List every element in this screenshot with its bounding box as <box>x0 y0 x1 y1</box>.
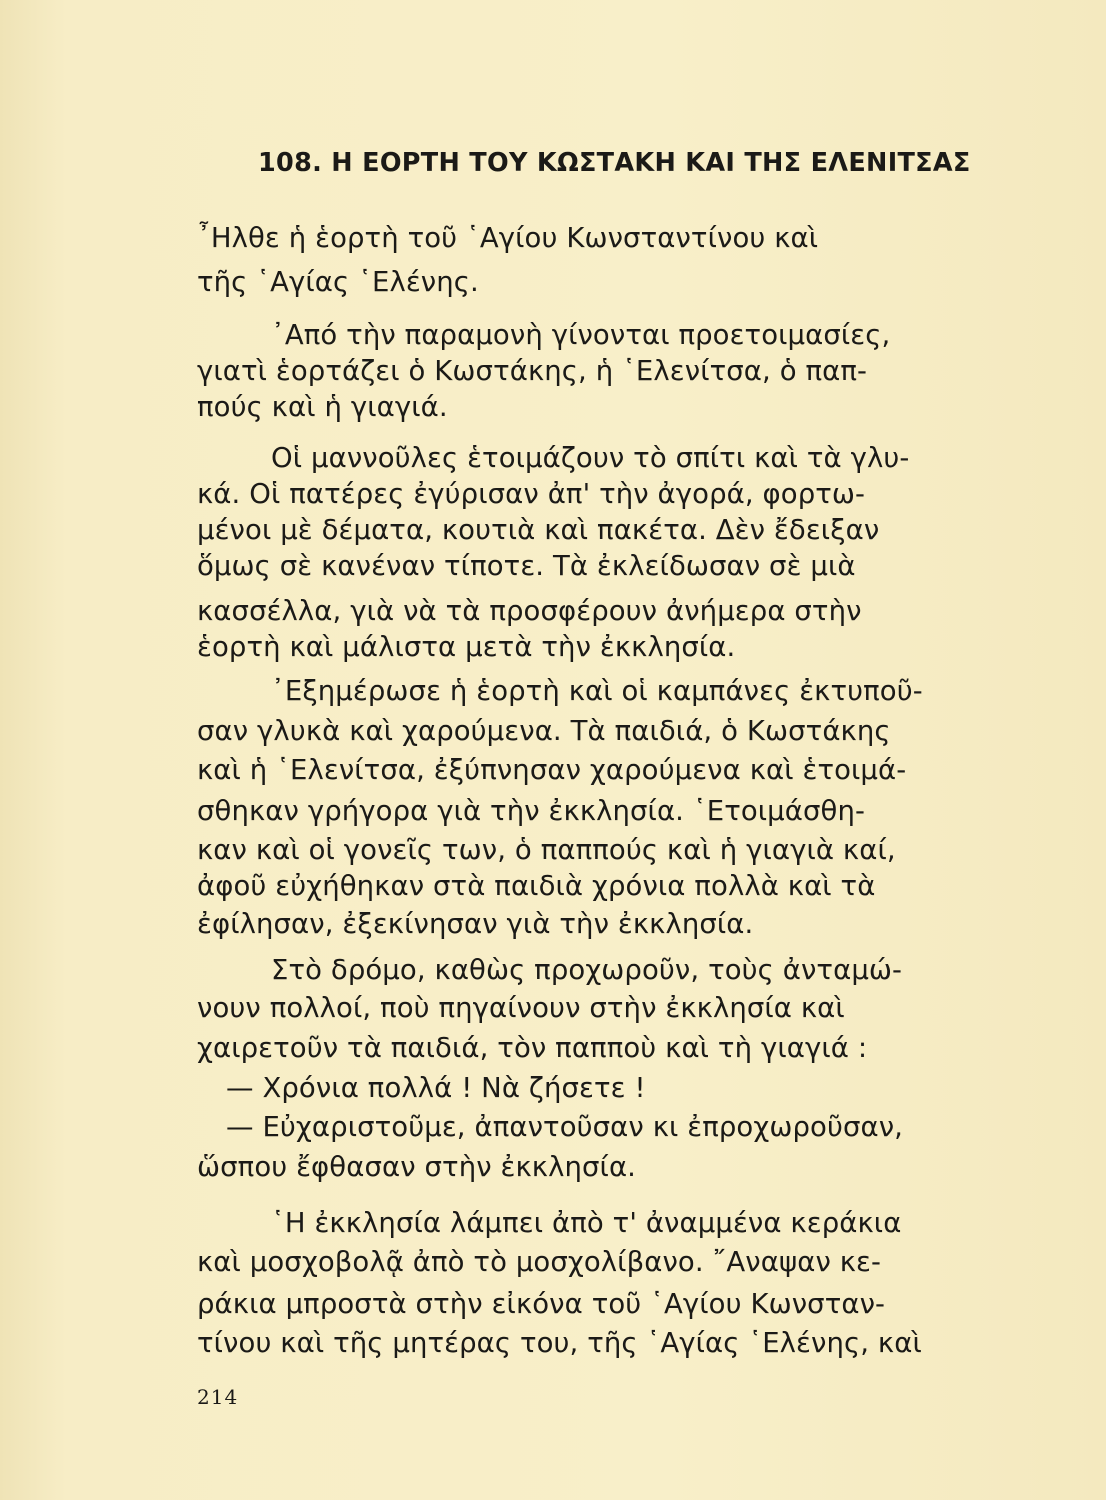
text-line: καὶ μοσχοβολᾷ ἀπὸ τὸ μοσχολίβανο. ῎Αναψαν κε- <box>197 1246 882 1278</box>
text-line: πούς καὶ ἡ γιαγιά. <box>197 391 448 423</box>
text-line: χαιρετοῦν τὰ παιδιά, τὸν παπποὺ καὶ τὴ γιαγιά : <box>197 1032 868 1064</box>
text-line: ὅμως σὲ κανέναν τίποτε. Τὰ ἐκλείδωσαν σὲ μιὰ <box>197 550 856 582</box>
page-number: 214 <box>197 1385 239 1409</box>
text-line: κασσέλλα, γιὰ νὰ τὰ προσφέρουν ἀνήμερα στὴν <box>197 595 862 627</box>
text-line: μένοι μὲ δέματα, κουτιὰ καὶ πακέτα. Δὲν ἔδειξαν <box>197 514 880 546</box>
text-line: ἑορτὴ καὶ μάλιστα μετὰ τὴν ἐκκλησία. <box>197 631 736 663</box>
text-line: Οἱ μαννοῦλες ἑτοιμάζουν τὸ σπίτι καὶ τὰ γλυ- <box>271 442 910 474</box>
text-line: τίνου καὶ τῆς μητέρας του, τῆς ῾Αγίας ῾Ελένης, καὶ <box>197 1327 922 1359</box>
text-line: ράκια μπροστὰ στὴν εἰκόνα τοῦ ῾Αγίου Κωνσταν- <box>197 1288 886 1320</box>
text-line: καὶ ἡ ῾Ελενίτσα, ἐξύπνησαν χαρούμενα καὶ ἑτοιμά- <box>197 754 907 786</box>
text-line: σθηκαν γρήγορα γιὰ τὴν ἐκκλησία. ῾Ετοιμάσθη- <box>197 795 866 827</box>
text-line: κά. Οἱ πατέρες ἐγύρισαν ἀπ' τὴν ἀγορά, φορτω- <box>197 478 866 510</box>
text-line: Στὸ δρόμο, καθὼς προχωροῦν, τοὺς ἀνταμώ- <box>271 954 903 986</box>
text-line: καν καὶ οἱ γονεῖς των, ὁ παππούς καὶ ἡ γιαγιὰ καί, <box>197 834 896 866</box>
text-line: τῆς ῾Αγίας ῾Ελένης. <box>197 266 479 298</box>
text-line: ᾿Από τὴν παραμονὴ γίνονται προετοιμασίες, <box>271 319 891 351</box>
text-line: γιατὶ ἑορτάζει ὁ Κωστάκης, ἡ ῾Ελενίτσα, ὁ παπ- <box>197 355 868 387</box>
text-line: νουν πολλοί, ποὺ πηγαίνουν στὴν ἐκκλησία καὶ <box>197 992 845 1024</box>
text-line: ᾿Εξημέρωσε ἡ ἑορτὴ καὶ οἱ καμπάνες ἐκτυποῦ- <box>271 675 923 707</box>
chapter-heading: 108. Η ΕΟΡΤΗ ΤΟΥ ΚΩΣΤΑΚΗ ΚΑΙ ΤΗΣ ΕΛΕΝΙΤΣΑΣ <box>258 148 971 178</box>
text-line: ἐφίλησαν, ἐξεκίνησαν γιὰ τὴν ἐκκλησία. <box>197 908 754 940</box>
text-line: σαν γλυκὰ καὶ χαρούμενα. Τὰ παιδιά, ὁ Κωστάκης <box>197 715 891 747</box>
text-line: — Εὐχαριστοῦμε, ἀπαντοῦσαν κι ἐπροχωροῦσαν, <box>226 1111 904 1143</box>
text-line: ἀφοῦ εὐχήθηκαν στὰ παιδιὰ χρόνια πολλὰ καὶ τὰ <box>197 870 876 902</box>
text-line: ῏Ηλθε ἡ ἑορτὴ τοῦ ῾Αγίου Κωνσταντίνου καὶ <box>197 222 819 254</box>
text-line: — Χρόνια πολλά ! Νὰ ζήσετε ! <box>226 1072 646 1104</box>
text-line: ῾Η ἐκκλησία λάμπει ἀπὸ τ' ἀναμμένα κεράκια <box>271 1207 902 1239</box>
text-line: ὥσπου ἔφθασαν στὴν ἐκκλησία. <box>197 1151 637 1183</box>
